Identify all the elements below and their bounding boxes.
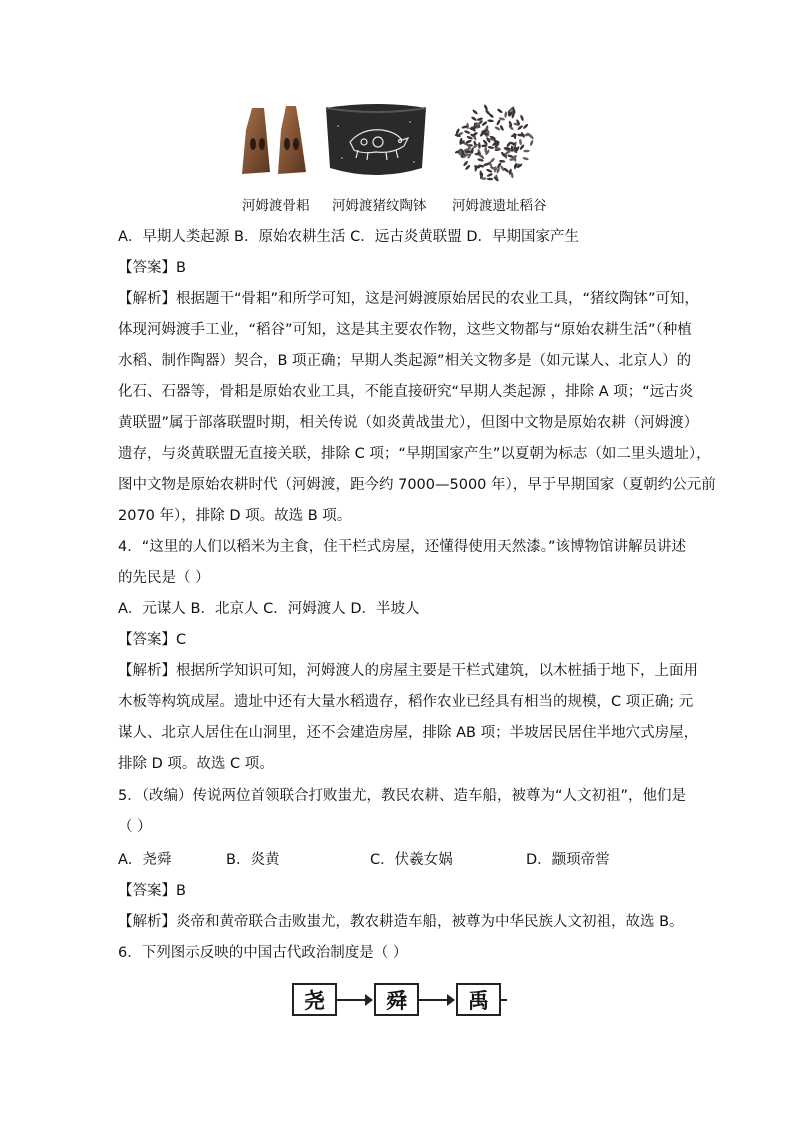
pig-pottery-bowl-image xyxy=(322,102,430,182)
q5-stem-line: （ ） xyxy=(118,819,152,835)
q4-analysis-line: 【解析】根据所学知识可知，河姆渡人的房屋主要是干栏式建筑，以木桩插于地下，上面用 xyxy=(118,663,698,679)
q5-option-a: A．尧舜 xyxy=(118,852,172,868)
q4-analysis-line: 谋人、北京人居住在山洞里，还不会建造房屋，排除 AB 项；半坡居民居住半地穴式房屋， xyxy=(118,725,699,741)
q5-analysis: 【解析】炎帝和黄帝联合击败蚩尤，教农耕造车船，被尊为中华民族人文初祖，故选 B。 xyxy=(118,914,684,930)
q4-options: A．元谋人 B．北京人 C．河姆渡人 D．半坡人 xyxy=(118,601,420,617)
q3-analysis-line: 遗存，与炎黄联盟无直接关联，排除 C 项；“早期国家产生”以夏朝为标志（如二里头遗址）， xyxy=(118,446,711,462)
q3-analysis-line: 体现河姆渡手工业，“稻谷”可知，这是其主要农作物，这些文物都与“原始农耕生活”（种植 xyxy=(118,322,692,338)
arrow-right-icon xyxy=(365,994,373,1006)
rice-grains-image xyxy=(450,102,538,182)
q3-analysis-line: 化石、石器等，骨耜是原始农业工具，不能直接研究“早期人类起源 ，排除 A 项；“远古炎 xyxy=(118,384,694,400)
q3-analysis-line: 水稻、制作陶器）契合，B 项正确；早期人类起源”相关文物多是（如元谋人、北京人）的 xyxy=(118,353,692,369)
q5-answer: 【答案】B xyxy=(118,883,186,899)
q3-analysis-line: 黄联盟”属于部落联盟时期，相关传说（如炎黄战蚩尤），但图中文物是原始农耕（河姆渡） xyxy=(118,415,699,431)
q3-answer: 【答案】B xyxy=(118,260,186,276)
diagram-arrow-tail xyxy=(501,999,507,1001)
caption-rice: 河姆渡遗址稻谷 xyxy=(452,198,547,214)
q5-option-d: D．颛顼帝喾 xyxy=(526,852,610,868)
q4-answer: 【答案】C xyxy=(118,632,187,648)
diagram-arrow xyxy=(419,999,449,1001)
q4-stem-line: 的先民是（ ） xyxy=(118,570,210,586)
q4-analysis-line: 木板等构筑成屋。遗址中还有大量水稻遗存，稻作农业已经具有相当的规模，C 项正确; 元 xyxy=(118,694,694,710)
arrow-right-icon xyxy=(447,994,455,1006)
diagram-box-yao: 尧 xyxy=(292,983,337,1016)
q3-options: A．早期人类起源 B．原始农耕生活 C．远古炎黄联盟 D．早期国家产生 xyxy=(118,229,579,245)
artifact-figure xyxy=(238,100,558,214)
caption-pig-bowl: 河姆渡猪纹陶钵 xyxy=(332,198,427,214)
q5-option-b: B．炎黄 xyxy=(226,852,280,868)
q4-analysis-line: 排除 D 项。故选 C 项。 xyxy=(118,756,274,772)
diagram-arrow xyxy=(337,999,367,1001)
q3-analysis-line: 2070 年），排除 D 项。故选 B 项。 xyxy=(118,508,352,524)
q5-option-c: C．伏羲女娲 xyxy=(370,852,453,868)
diagram-box-yu: 禹 xyxy=(456,983,501,1016)
q6-stem: 6．下列图示反映的中国古代政治制度是（ ） xyxy=(118,945,408,961)
succession-diagram xyxy=(290,980,520,1022)
q5-stem-line: 5．（改编）传说两位首领联合打败蚩尤，教民农耕、造车船，被尊为“人文初祖”，他们是 xyxy=(118,788,686,804)
q4-stem-line: 4．“这里的人们以稻米为主食，住干栏式房屋，还懂得使用天然漆。”该博物馆讲解员讲述 xyxy=(118,539,686,555)
q3-analysis-line: 图中文物是原始农耕时代（河姆渡，距今约 7000—5000 年），早于早期国家（夏朝约公元前 xyxy=(118,477,716,493)
bone-spade-image xyxy=(238,100,310,180)
diagram-box-shun: 舜 xyxy=(374,983,419,1016)
q3-analysis-line: 【解析】根据题干“骨耜”和所学可知，这是河姆渡原始居民的农业工具，“猪纹陶钵”可知， xyxy=(118,291,700,307)
caption-bone-spade: 河姆渡骨耜 xyxy=(242,198,310,214)
